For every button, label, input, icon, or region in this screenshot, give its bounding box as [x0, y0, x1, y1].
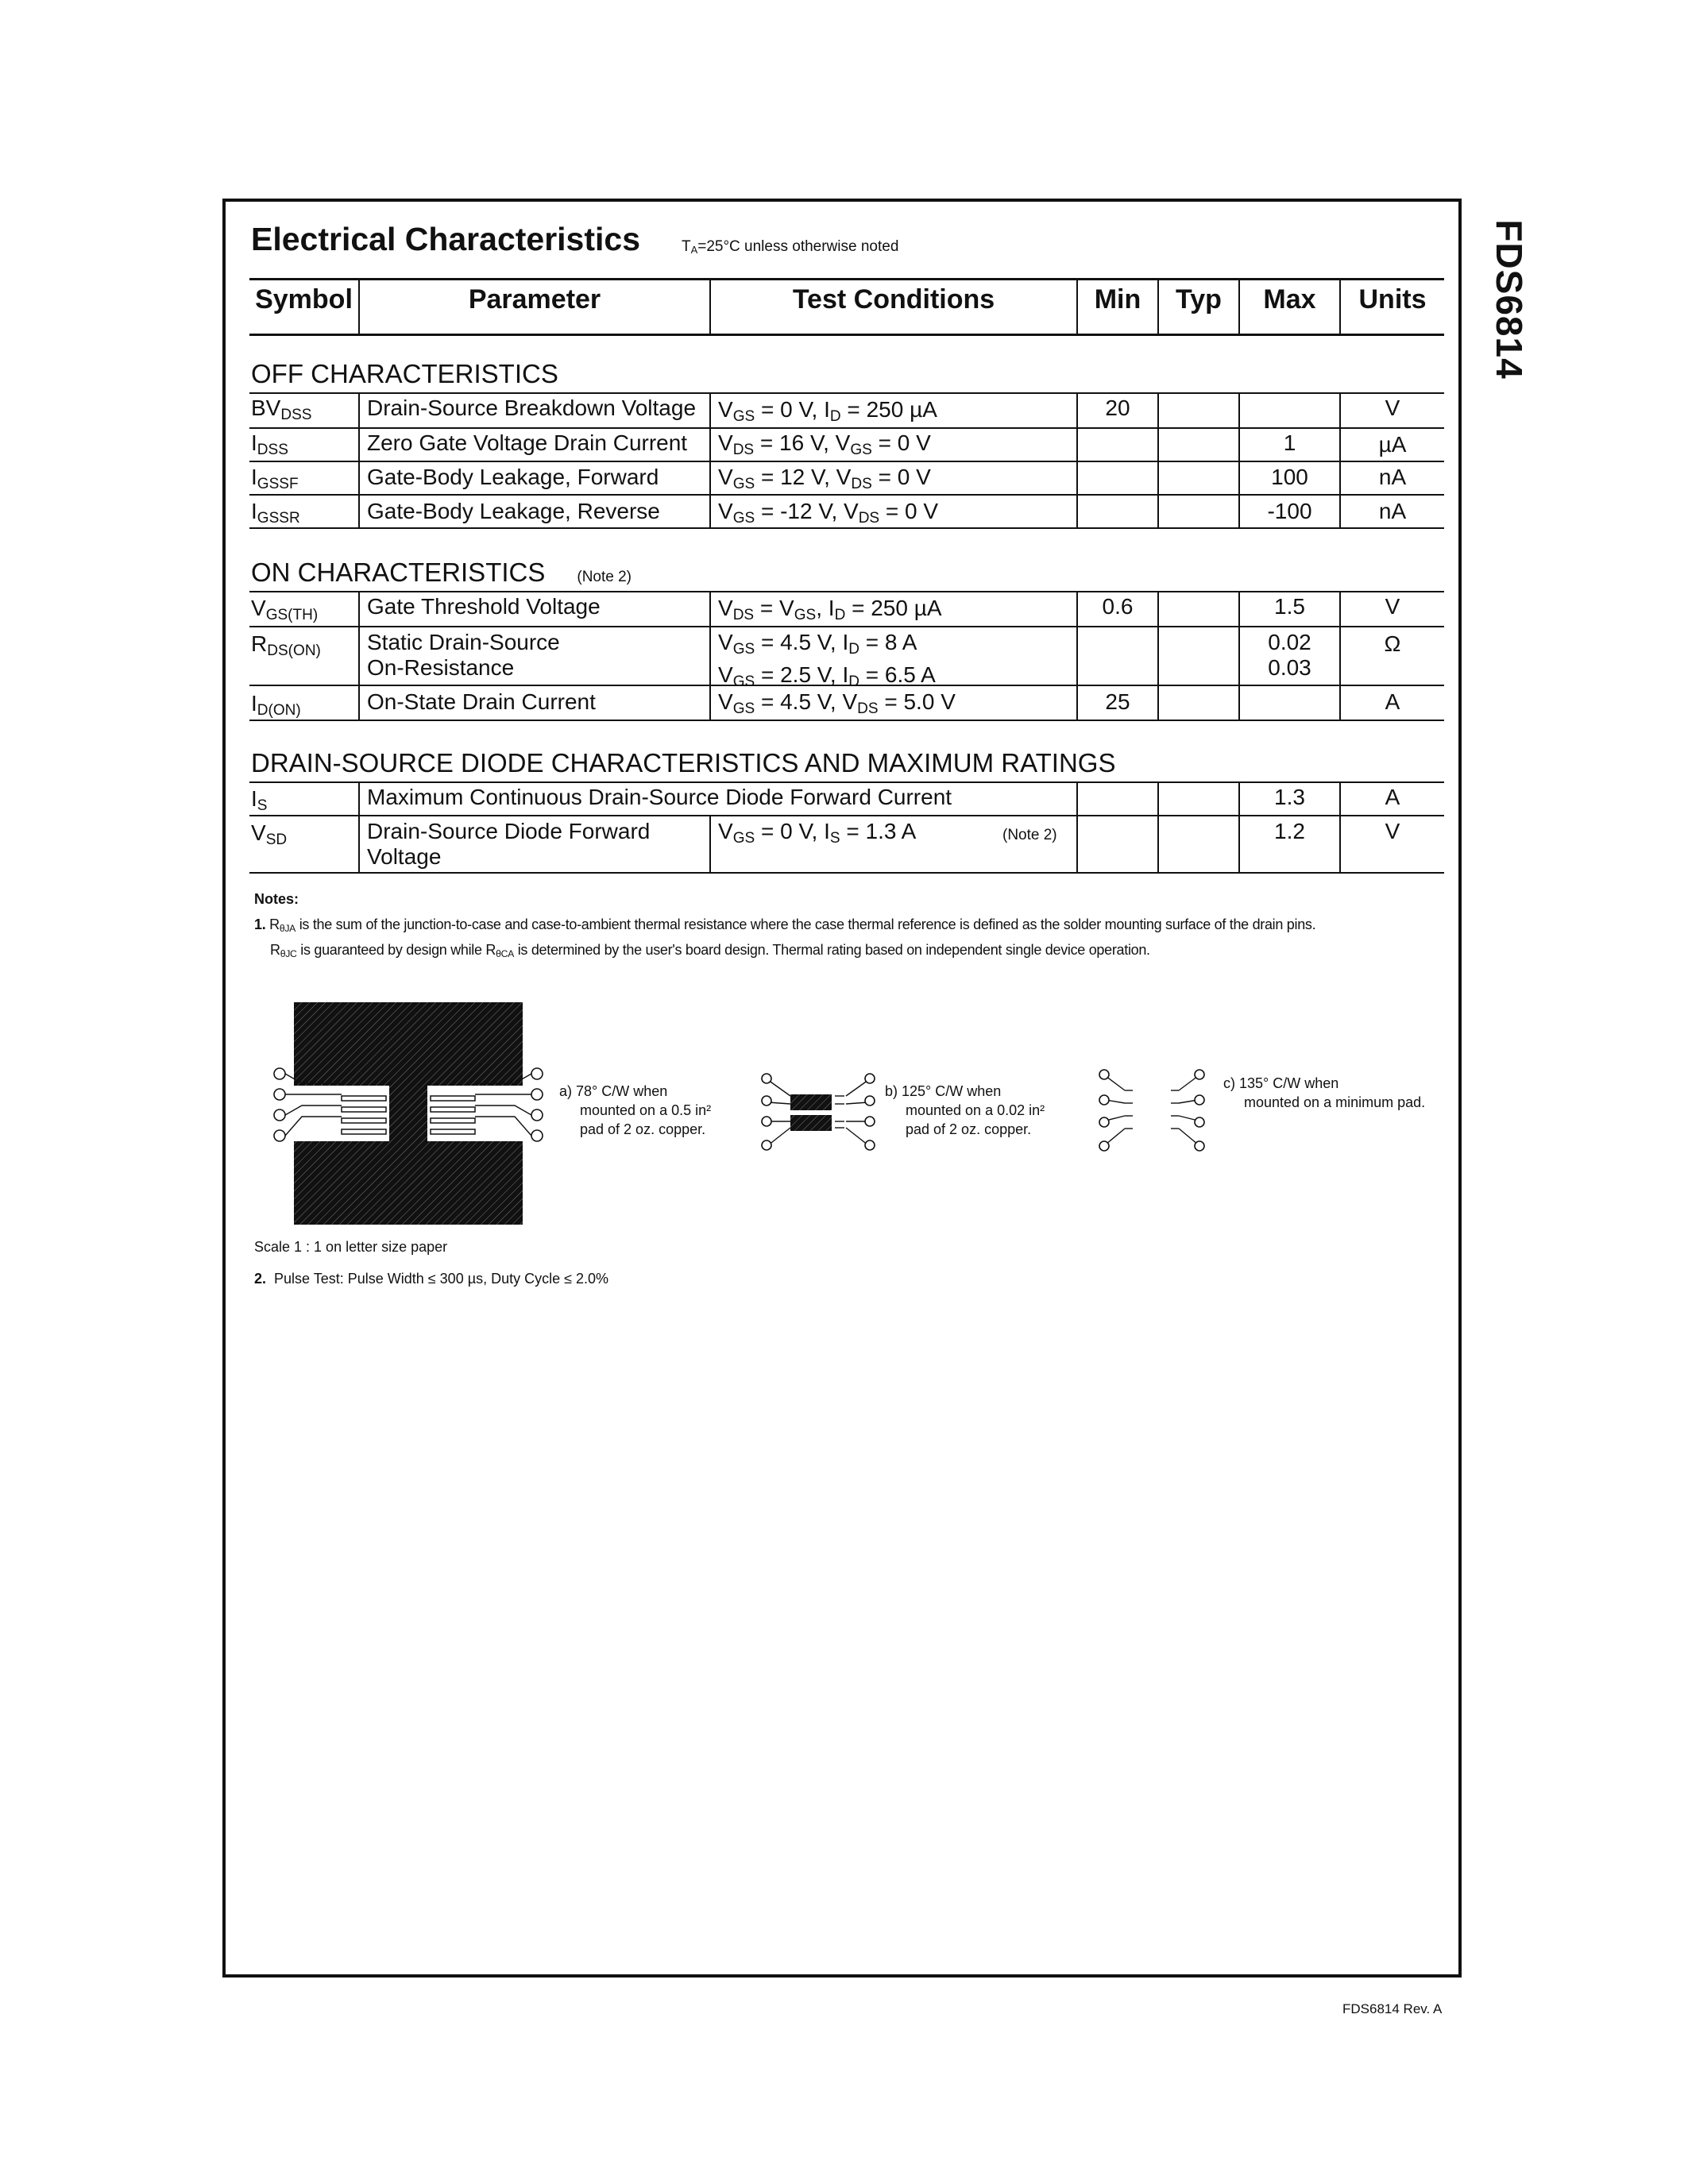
figure-c-caption: c) 135° C/W when mounted on a minimum pad. — [1223, 1075, 1426, 1110]
table-row-idon-min: 25 — [1105, 689, 1130, 714]
table-row-vgsth-min: 0.6 — [1102, 594, 1134, 619]
side-part-number: FDS6814 — [1489, 219, 1530, 380]
pad-layout-b-figure — [759, 1072, 878, 1152]
table-row-vsd-parameter: Drain-Source Diode Forward Voltage — [367, 819, 651, 869]
table-row-vgsth-units: V — [1385, 594, 1400, 619]
table-row-vsd-conditions: $V_{GS} = 0$ V, $I_S = 1.3$ A — [718, 819, 917, 847]
table-row-igssf-max: 100 — [1271, 465, 1308, 489]
table-row-rdson-conditions: $V_{GS} = 4.5$ V, $I_D = 8$ A $V_{GS} = 2.5$ V, $I_D = 6.5$ A — [718, 630, 936, 690]
note-1-line-2: $R_{\theta JC}$ is guaranteed by design while $R_{\theta CA}$ is determined by the user's board design. Thermal rating based on independent single device operation. — [270, 942, 1150, 960]
table-row-idon-units: A — [1385, 689, 1400, 714]
table-row-vgsth-max: 1.5 — [1274, 594, 1305, 619]
table-row-bvdss-conditions: $V_{GS} = 0$ V, $I_D = 250$ µA — [718, 397, 937, 425]
page-title: Electrical Characteristics — [251, 221, 640, 257]
table-row-rdson-symbol: $R_{DS(ON)}$ — [251, 631, 321, 659]
table-row-vsd-note: (Note 2) — [1002, 827, 1057, 843]
note-2: 2. Pulse Test: Pulse Width ≤ 300 µs, Duty Cycle ≤ 2.0% — [254, 1271, 609, 1287]
col-header-min: Min — [1094, 284, 1141, 314]
section-off: OFF CHARACTERISTICS — [251, 359, 558, 388]
table-row-igssf-symbol: $I_{GSSF}$ — [251, 465, 299, 492]
table-row-is-max: 1.3 — [1274, 785, 1305, 809]
table-row-vsd-symbol: $V_{SD}$ — [251, 820, 288, 848]
table-row-bvdss-min: 20 — [1105, 396, 1130, 420]
table-row-idon-parameter: On-State Drain Current — [367, 689, 596, 714]
table-row-rdson-units: Ω — [1384, 631, 1401, 656]
table-row-vgsth-conditions: $V_{DS} = V_{GS}$, $I_D = 250$ µA — [718, 596, 942, 623]
table-row-igssr-symbol: $I_{GSSR}$ — [251, 499, 300, 527]
table-row-bvdss-symbol: $BV_{DSS}$ — [251, 396, 312, 423]
heading-condition: $T_A=25^\circ C$ unless otherwise noted — [682, 238, 899, 257]
table-row-igssr-units: nA — [1378, 499, 1407, 523]
table-row-is-symbol: $I_S$ — [251, 786, 268, 814]
table-row-igssf-conditions: $V_{GS} = 12$ V, $V_{DS} = 0$ V — [718, 465, 931, 492]
table-top-rule — [249, 278, 1444, 280]
scale-note: Scale 1 : 1 on letter size paper — [254, 1239, 448, 1255]
table-row-vsd-units: V — [1385, 819, 1400, 843]
col-header-typ: Typ — [1176, 284, 1222, 314]
figure-b-caption: b) 125° C/W when mounted on a 0.02 in² pad of 2 oz. copper. — [885, 1083, 1045, 1137]
table-row-vgsth-parameter: Gate Threshold Voltage — [367, 594, 601, 619]
table-row-igssr-max: -100 — [1267, 499, 1312, 523]
table-header-rule — [249, 334, 1444, 336]
table-row-is-units: A — [1385, 785, 1400, 809]
table-row-bvdss-units: V — [1385, 396, 1400, 420]
col-header-max: Max — [1263, 284, 1316, 314]
table-row-vgsth-symbol: $V_{GS(TH)}$ — [251, 596, 319, 623]
col-header-units: Units — [1358, 284, 1427, 314]
col-header-parameter: Parameter — [468, 284, 601, 314]
pad-layout-a-leads — [270, 1064, 548, 1160]
section-on: ON CHARACTERISTICS (Note 2) — [251, 558, 632, 587]
table-row-rdson-parameter: Static Drain-Source On-Resistance — [367, 630, 560, 680]
table-row-idon-conditions: $V_{GS} = 4.5$ V, $V_{DS} = 5.0$ V — [718, 689, 956, 717]
table-row-idss-conditions: $V_{DS} = 16$ V, $V_{GS} = 0$ V — [718, 430, 931, 458]
notes-label: Notes: — [254, 891, 299, 907]
footer-part-revision: FDS6814 Rev. A — [1342, 2001, 1443, 2016]
table-row-rdson-max: 0.02 0.03 — [1268, 630, 1311, 680]
table-row-idss-units: µA — [1378, 432, 1407, 457]
figure-a-caption: a) 78° C/W when mounted on a 0.5 in² pad of 2 oz. copper. — [559, 1083, 712, 1137]
table-row-igssf-units: nA — [1378, 465, 1407, 489]
table-row-idss-max: 1 — [1283, 430, 1296, 455]
section-diode: DRAIN-SOURCE DIODE CHARACTERISTICS AND MAXIMUM RATINGS — [251, 748, 1116, 778]
col-header-test-conditions: Test Conditions — [792, 284, 995, 314]
table-row-igssr-conditions: $V_{GS} = -12$ V, $V_{DS} = 0$ V — [718, 499, 939, 527]
pad-layout-c-figure — [1096, 1068, 1207, 1156]
table-row-is-parameter: Maximum Continuous Drain-Source Diode Forward Current — [367, 785, 952, 809]
table-row-igssr-parameter: Gate-Body Leakage, Reverse — [367, 499, 660, 523]
table-row-igssf-parameter: Gate-Body Leakage, Forward — [367, 465, 659, 489]
table-row-idss-symbol: $I_{DSS}$ — [251, 430, 288, 458]
table-row-idss-parameter: Zero Gate Voltage Drain Current — [367, 430, 688, 455]
table-row-idon-symbol: $I_{D(ON)}$ — [251, 691, 301, 719]
note-1-line-1: 1. $R_{\theta JA}$ is the sum of the junction-to-case and case-to-ambient thermal resistance where the case thermal reference is defined as the solder mounting surface of the drain pins. — [254, 916, 1316, 935]
col-header-symbol: Symbol — [255, 284, 353, 314]
table-row-vsd-max: 1.2 — [1274, 819, 1305, 843]
table-row-bvdss-parameter: Drain-Source Breakdown Voltage — [367, 396, 697, 420]
